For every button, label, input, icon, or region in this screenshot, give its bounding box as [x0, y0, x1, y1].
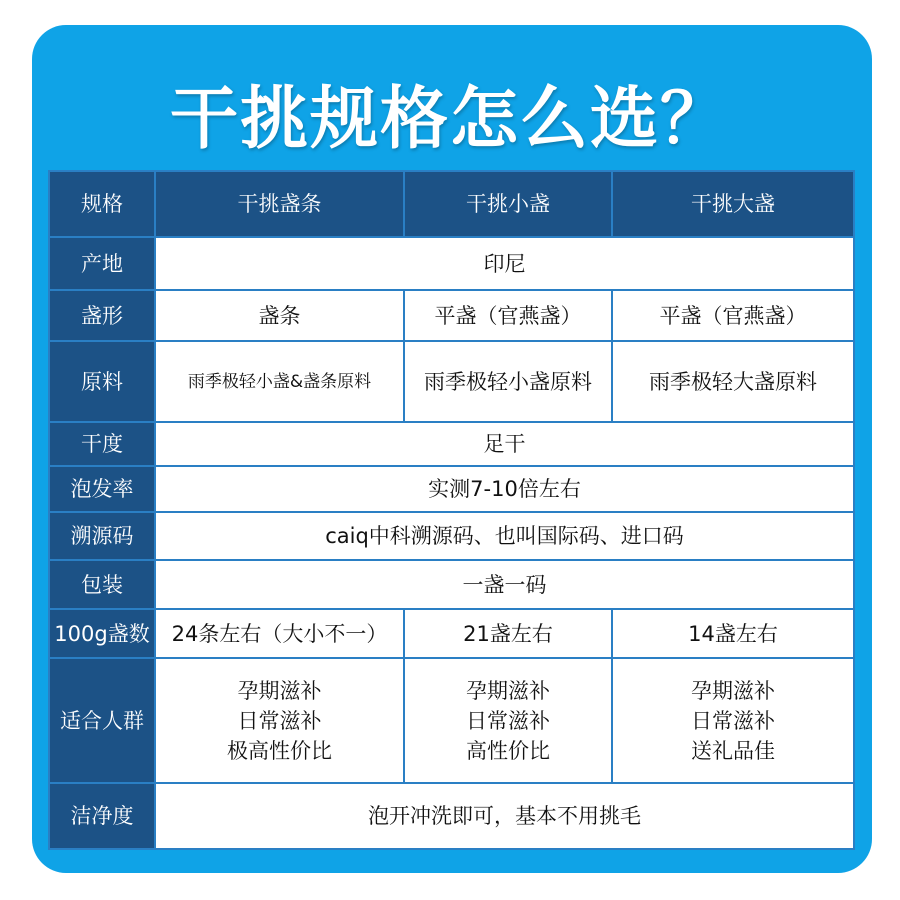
table-row: [49, 512, 854, 560]
shape-small: 平盏（官燕盏）: [404, 290, 612, 341]
table-header-row: [49, 171, 854, 237]
row-label-dryness: 干度: [49, 422, 155, 466]
table-row: [49, 341, 854, 422]
audience-small-line: 高性价比: [466, 738, 550, 763]
row-label-cleanliness: 洁净度: [49, 783, 155, 849]
table-row: [49, 237, 854, 290]
cleanliness-value: 泡开冲洗即可，基本不用挑毛: [155, 783, 854, 849]
expansion-value: 实测7-10倍左右: [155, 466, 854, 512]
trace-value: caiq中科溯源码、也叫国际码、进口码: [155, 512, 854, 560]
table-row: [49, 290, 854, 341]
table-row: [49, 422, 854, 466]
header-col-small: 干挑小盏: [404, 171, 612, 237]
row-label-count: 100g盏数: [49, 609, 155, 658]
origin-value: 印尼: [155, 237, 854, 290]
spec-table: [48, 170, 855, 850]
audience-strips-line: 孕期滋补: [237, 678, 322, 703]
row-label-origin: 产地: [49, 237, 155, 290]
audience-large-line: 送礼品佳: [691, 738, 775, 763]
audience-large-line: 日常滋补: [691, 708, 775, 733]
packaging-value: 一盏一码: [155, 560, 854, 609]
row-label-material: 原料: [49, 341, 155, 422]
header-col-strips: 干挑盏条: [155, 171, 404, 237]
dryness-value: 足干: [155, 422, 854, 466]
header-col-large: 干挑大盏: [612, 171, 854, 237]
audience-large: [612, 658, 854, 783]
count-large: 14盏左右: [612, 609, 854, 658]
shape-large: 平盏（官燕盏）: [612, 290, 854, 341]
row-label-expansion: 泡发率: [49, 466, 155, 512]
audience-small-line: 日常滋补: [466, 708, 550, 733]
material-strips: 雨季极轻小盏&盏条原料: [155, 341, 404, 422]
count-small: 21盏左右: [404, 609, 612, 658]
header-label: 规格: [49, 171, 155, 237]
table-row: [49, 466, 854, 512]
audience-strips-line: 日常滋补: [237, 708, 322, 733]
audience-strips-line: 极高性价比: [227, 738, 332, 763]
shape-strips: 盏条: [155, 290, 404, 341]
row-label-shape: 盏形: [49, 290, 155, 341]
table-row: [49, 783, 854, 849]
table-row: [49, 560, 854, 609]
material-large: 雨季极轻大盏原料: [612, 341, 854, 422]
table-row: [49, 609, 854, 658]
audience-small-line: 孕期滋补: [466, 678, 550, 703]
material-small: 雨季极轻小盏原料: [404, 341, 612, 422]
count-strips: 24条左右（大小不一）: [155, 609, 404, 658]
row-label-audience: 适合人群: [49, 658, 155, 783]
audience-strips: [155, 658, 404, 783]
table-row: [49, 658, 854, 783]
row-label-packaging: 包装: [49, 560, 155, 609]
page-title: 干挑规格怎么选？: [169, 80, 730, 159]
row-label-trace: 溯源码: [49, 512, 155, 560]
audience-small: [404, 658, 612, 783]
audience-large-line: 孕期滋补: [691, 678, 775, 703]
